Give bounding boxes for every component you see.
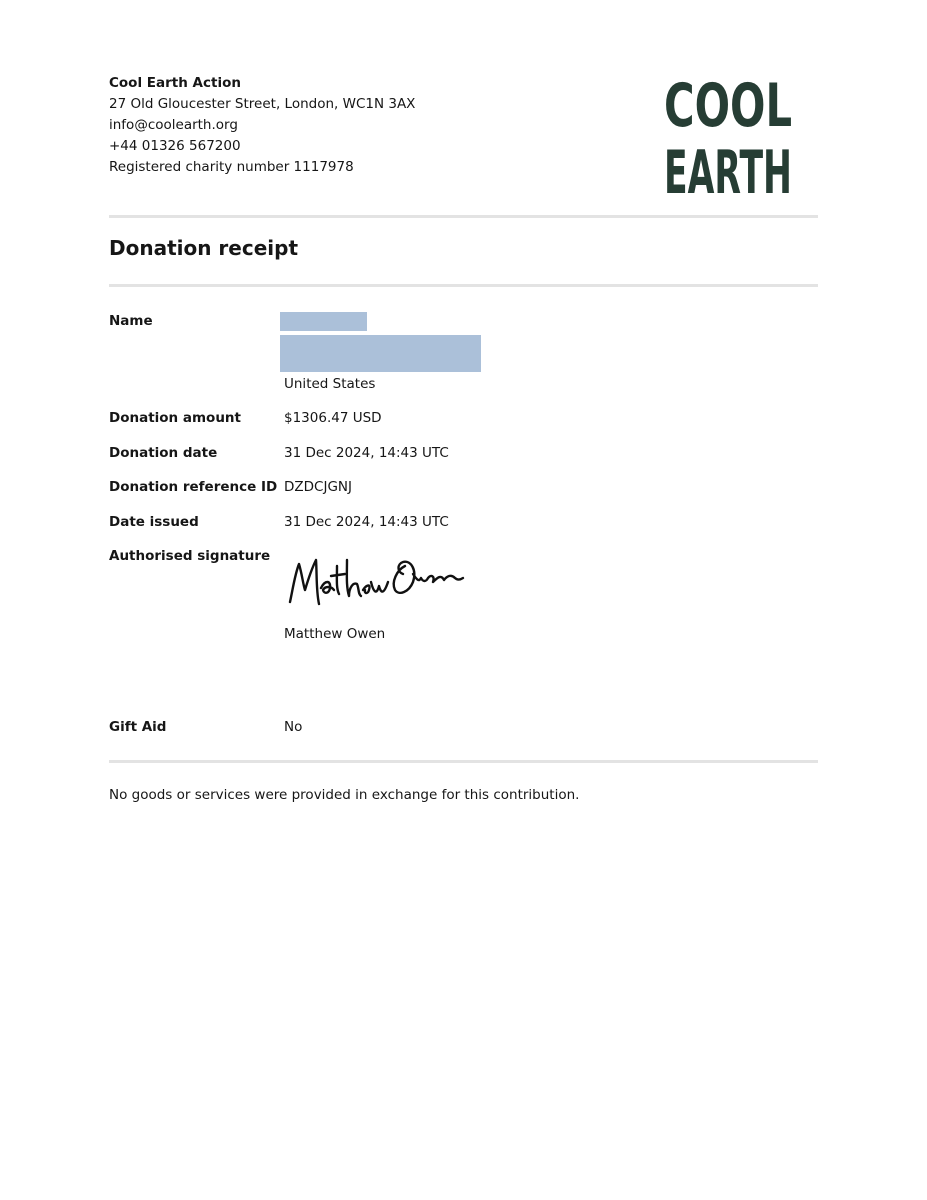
gift-aid-label: Gift Aid <box>109 719 167 735</box>
header-divider <box>109 215 818 218</box>
donation-date-label: Donation date <box>109 445 218 461</box>
redacted-address <box>280 335 481 372</box>
date-issued-value: 31 Dec 2024, 14:43 UTC <box>284 514 449 530</box>
title-divider <box>109 284 818 287</box>
receipt-title: Donation receipt <box>109 236 299 260</box>
donor-country: United States <box>284 376 376 392</box>
organization-email: info@coolearth.org <box>109 117 238 133</box>
logo-text-earth: EARTH <box>664 138 792 208</box>
gift-aid-value: No <box>284 719 303 735</box>
donation-amount-label: Donation amount <box>109 410 241 426</box>
charity-number: Registered charity number 1117978 <box>109 159 354 175</box>
donation-date-value: 31 Dec 2024, 14:43 UTC <box>284 445 449 461</box>
donation-amount-value: $1306.47 USD <box>284 410 382 426</box>
cool-earth-logo <box>662 70 794 208</box>
organization-info <box>109 73 415 178</box>
donation-reference-value: DZDCJGNJ <box>284 479 352 495</box>
name-label: Name <box>109 313 153 329</box>
authorised-signature-label: Authorised signature <box>109 548 271 564</box>
signatory-name: Matthew Owen <box>284 626 386 642</box>
date-issued-label: Date issued <box>109 514 199 530</box>
organization-address: 27 Old Gloucester Street, London, WC1N 3AX <box>109 96 416 112</box>
organization-phone: +44 01326 567200 <box>109 138 241 154</box>
footer-divider <box>109 760 818 763</box>
organization-name: Cool Earth Action <box>109 75 241 91</box>
logo-text-cool: COOL <box>664 71 792 141</box>
handwritten-signature <box>285 544 467 610</box>
redacted-name <box>280 312 367 331</box>
footer-note: No goods or services were provided in exchange for this contribution. <box>109 787 580 803</box>
donation-reference-label: Donation reference ID <box>109 479 278 495</box>
